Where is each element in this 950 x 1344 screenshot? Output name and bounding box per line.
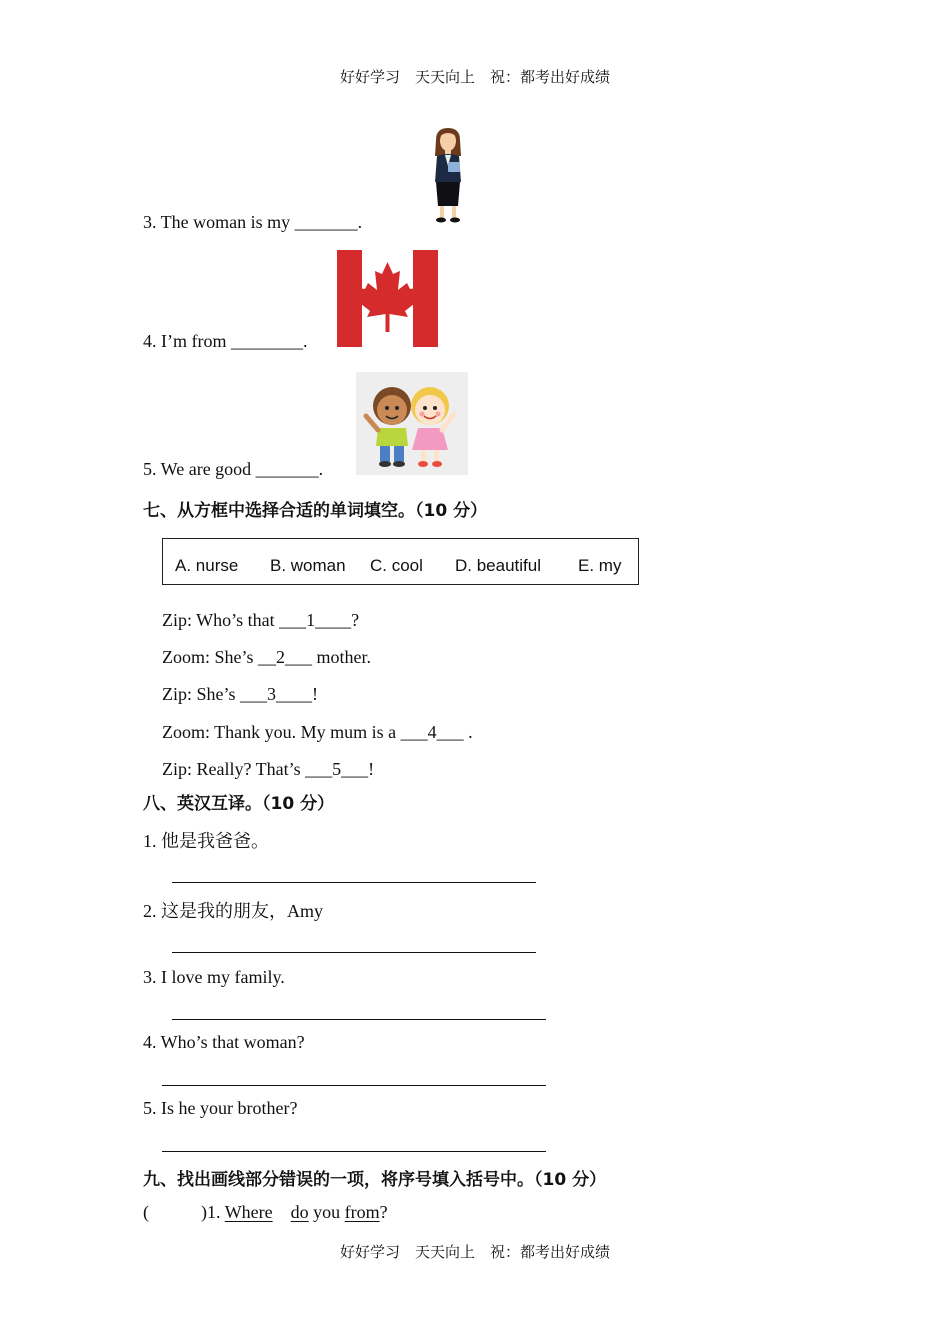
word-option: D. beautiful [455,556,541,575]
error-question-1 [143,1202,388,1223]
dialogue-line: Zoom: She’s __2___ mother. [162,647,371,667]
translation-item: 3. I love my family. [143,967,285,987]
underlined-option-c: from [344,1202,380,1222]
word-option: E. my [578,556,622,575]
answer-line[interactable] [162,1085,546,1086]
dialogue-line: Zip: She’s ___3____! [162,684,318,704]
section8-title: 八、英汉互译。（10 分） [143,794,335,814]
plain-word: you [313,1202,341,1222]
word-option: C. cool [370,556,423,575]
dialogue-line: Zip: Really? That’s ___5___! [162,759,375,779]
section7-title: 七、从方框中选择合适的单词填空。（10 分） [143,501,488,521]
picture-item-4: 4. I’m from ________. [143,331,308,351]
translation-item: 4. Who’s that woman? [143,1032,305,1052]
section9-title: 九、找出画线部分错误的一项，将序号填入括号中。（10 分） [143,1170,607,1190]
canada-flag [337,250,438,347]
dialogue-line: Zip: Who’s that ___1____? [162,610,360,630]
underlined-option-b: do [290,1202,309,1222]
answer-line[interactable] [172,1019,546,1020]
two-children-friends [356,372,468,475]
picture-item-5: 5. We are good _______. [143,459,324,479]
question-end: ? [379,1202,388,1222]
translation-item: 2. 这是我的朋友，Amy [143,901,323,921]
picture-item-3: 3. The woman is my _______. [143,212,363,232]
answer-line[interactable] [172,882,536,883]
page-footer: 好好学习 天天向上 祝：都考出好成绩 [339,1243,610,1261]
word-option: B. woman [270,556,346,575]
dialogue-line: Zoom: Thank you. My mum is a ___4___ . [162,722,473,742]
word-option: A. nurse [175,556,239,575]
answer-paren-open: ( [143,1202,149,1222]
question-number: )1. [201,1202,221,1222]
translation-item: 5. Is he your brother? [143,1098,298,1118]
word-box [162,538,639,585]
underlined-option-a: Where [224,1202,273,1222]
translation-item: 1. 他是我爸爸。 [143,831,269,851]
answer-line[interactable] [162,1151,546,1152]
page-header: 好好学习 天天向上 祝：都考出好成绩 [339,68,610,86]
teacher-woman-illustration [426,126,470,224]
answer-line[interactable] [172,952,536,953]
